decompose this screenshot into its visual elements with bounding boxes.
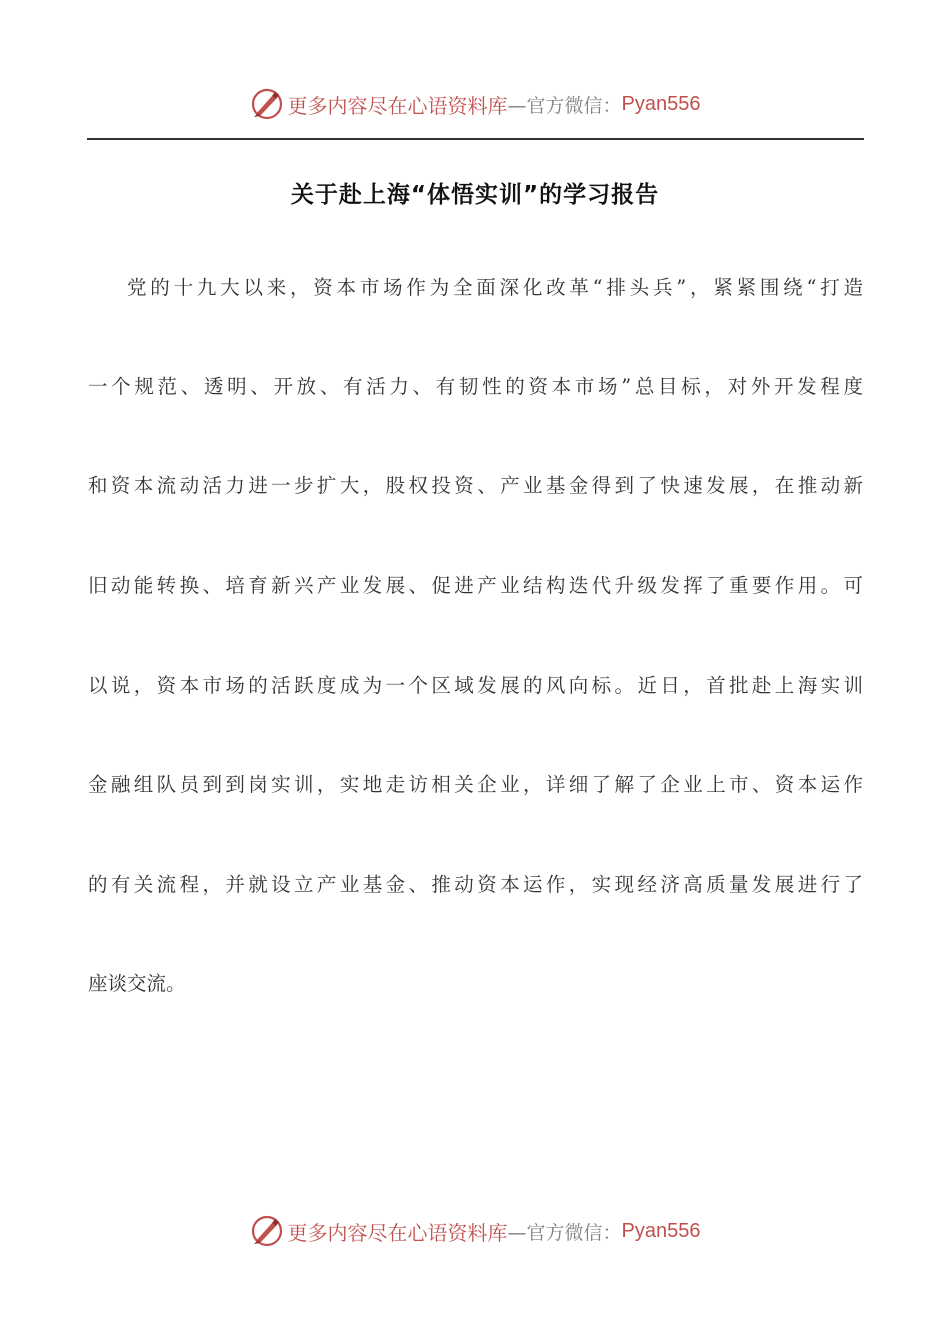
paragraph-line: 座谈交流。 [88, 972, 186, 995]
paragraph-line: 旧动能转换、培育新兴产业发展、促进产业结构迭代升级发挥了重要作用。可 [88, 574, 863, 597]
paragraph-line: 和资本流动活力进一步扩大，股权投资、产业基金得到了快速发展，在推动新 [88, 474, 863, 497]
document-title: 关于赴上海“体悟实训”的学习报告 [290, 182, 660, 208]
footer-brand [0, 1211, 950, 1251]
paragraph-line: 一个规范、透明、开放、有活力、有韧性的资本市场”总目标，对外开发程度 [88, 375, 863, 398]
footer-wechat-id: Pyan556 [621, 1219, 701, 1242]
header-brand-name: 更多内容尽在心语资料库 [287, 93, 508, 118]
header-divider [87, 138, 864, 140]
pen-logo-icon [250, 87, 284, 121]
header-brand-sep: —官方微信： [507, 94, 622, 117]
paragraph-line: 以说，资本市场的活跃度成为一个区域发展的风向标。近日，首批赴上海实训 [88, 674, 863, 697]
header-brand [0, 84, 950, 124]
paragraph-line: 金融组队员到到岗实训，实地走访相关企业，详细了解了企业上市、资本运作 [88, 773, 863, 796]
paragraph-line: 的有关流程，并就设立产业基金、推动资本运作，实现经济高质量发展进行了 [88, 873, 863, 896]
paragraph-line: 党的十九大以来，资本市场作为全面深化改革“排头兵”，紧紧围绕“打造 [127, 276, 863, 299]
footer-brand-name: 更多内容尽在心语资料库 [287, 1220, 508, 1245]
footer-brand-sep: —官方微信： [507, 1221, 622, 1244]
pen-logo-icon [250, 1214, 284, 1248]
header-wechat-id: Pyan556 [621, 92, 701, 115]
